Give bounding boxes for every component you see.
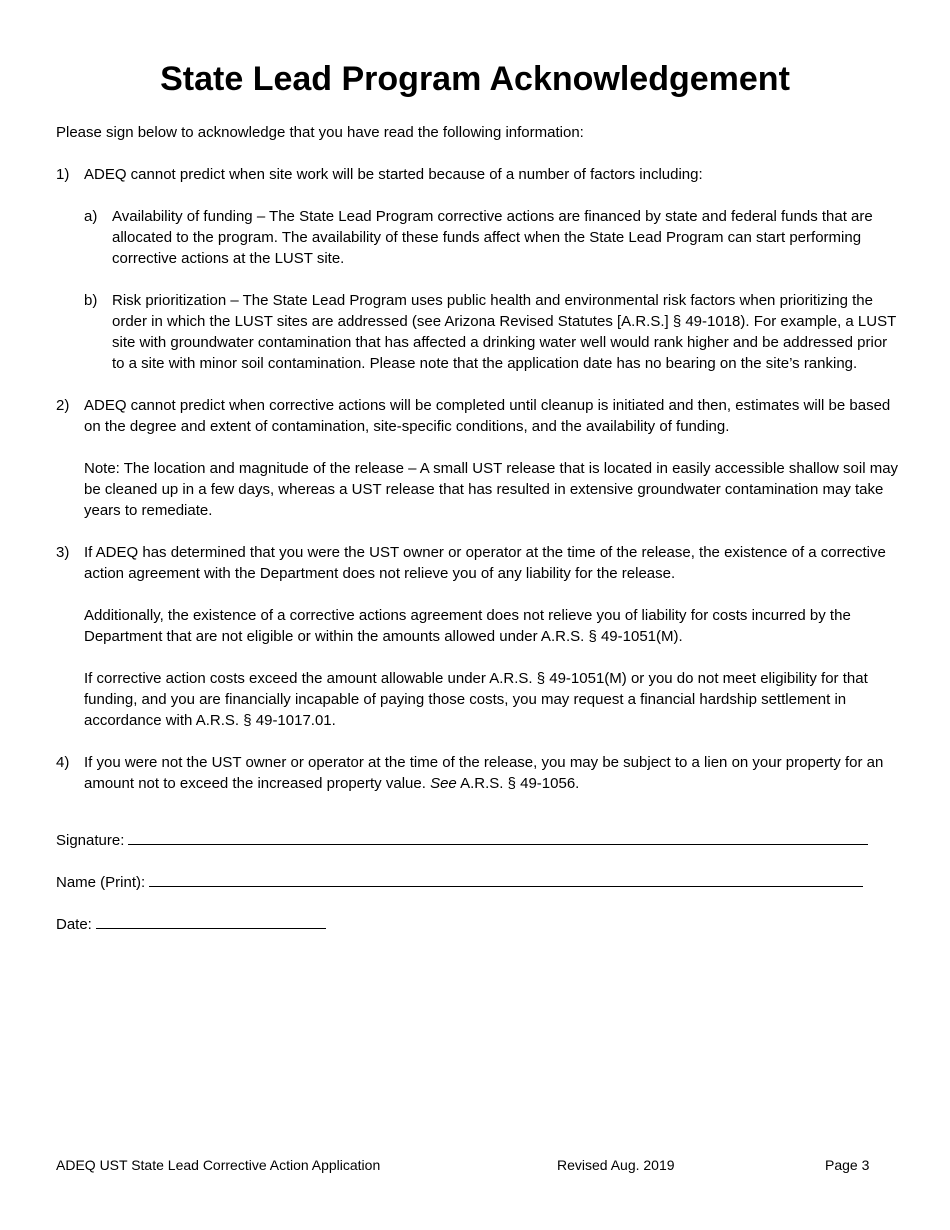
item-text: ADEQ cannot predict when corrective actions will be completed until cleanup is initiated and then, estimates will be based on the degree and extent of contamination, site-specific conditions, and the availability of funding. (84, 397, 891, 435)
item-text: If ADEQ has determined that you were the UST owner or operator at the time of the release, the existence of a corrective action agreement with the Department does not relieve you of any liability for the release. (84, 544, 886, 582)
item-text (84, 752, 901, 794)
list-item-1 (56, 164, 901, 374)
item-paragraph: If corrective action costs exceed the amount allowable under A.R.S. § 49-1051(M) or you do not meet eligibility for that funding, and you are financially incapable of paying those costs, you may request a financial hardship settlement in accordance with A.R.S. § 49-1017.01. (84, 670, 868, 729)
sub-list (84, 206, 901, 374)
list-item-2 (56, 395, 901, 521)
list-item-3 (56, 542, 901, 731)
item-number: 3) (56, 544, 70, 561)
item-text-part: A.R.S. § 49-1056. (456, 775, 580, 792)
sub-item-a (84, 206, 901, 269)
item-number: 2) (56, 397, 70, 414)
name-row (56, 872, 863, 893)
item-paragraph: Additionally, the existence of a corrective actions agreement does not relieve you of liability for costs incurred by the Department that are not eligible or within the amounts allowed under A.R.S. § 49-1051(M). (84, 607, 851, 645)
list-item-4 (56, 752, 901, 794)
page-title: State Lead Program Acknowledgement (160, 60, 790, 98)
item-note: Note: The location and magnitude of the release – A small UST release that is located in easily accessible shallow soil may be cleaned up in a few days, whereas a UST release that has resulted in extensive groundwater contamination may take years to remediate. (84, 460, 899, 519)
signature-label: Signature: (56, 832, 125, 849)
footer-left: ADEQ UST State Lead Corrective Action Application (56, 1157, 381, 1173)
item-number: 1) (56, 166, 70, 183)
intro-text: Please sign below to acknowledge that you have read the following information: (56, 124, 584, 141)
date-row (56, 914, 326, 935)
sub-item-text: Risk prioritization – The State Lead Program uses public health and environmental risk factors when prioritizing the order in which the LUST sites are addressed (see Arizona Revised Statutes [A.R.S.] § 49-1018). For example, a LUST site with groundwater contamination that has affected a drinking water well would rank higher and be addressed prior to a site with minor soil contamination. Please note that the application date has no bearing on the site’s ranking. (112, 292, 896, 372)
footer-center: Revised Aug. 2019 (557, 1157, 675, 1173)
date-field[interactable] (96, 914, 326, 929)
item-text: ADEQ cannot predict when site work will be started because of a number of factors including: (84, 166, 703, 183)
date-label: Date: (56, 916, 92, 933)
footer-page-number: Page 3 (825, 1157, 870, 1173)
signature-field[interactable] (128, 830, 868, 845)
name-label: Name (Print): (56, 874, 146, 891)
item-text-part: If you were not the UST owner or operator at the time of the release, you may be subject to a lien on your property for an amount not to exceed the increased property value. (84, 754, 884, 792)
name-field[interactable] (149, 872, 863, 887)
sub-item-letter: a) (84, 208, 98, 225)
item-number: 4) (56, 754, 70, 771)
signature-row (56, 830, 868, 851)
sub-item-text: Availability of funding – The State Lead Program corrective actions are financed by state and federal funds that are allocated to the program. The availability of these funds affect when the State Lead Program can start performing corrective actions at the LUST site. (112, 208, 873, 267)
acknowledgement-list (56, 164, 901, 815)
sub-item-letter: b) (84, 292, 98, 309)
sub-item-b (84, 290, 901, 374)
item-text-italic: See (430, 775, 457, 792)
